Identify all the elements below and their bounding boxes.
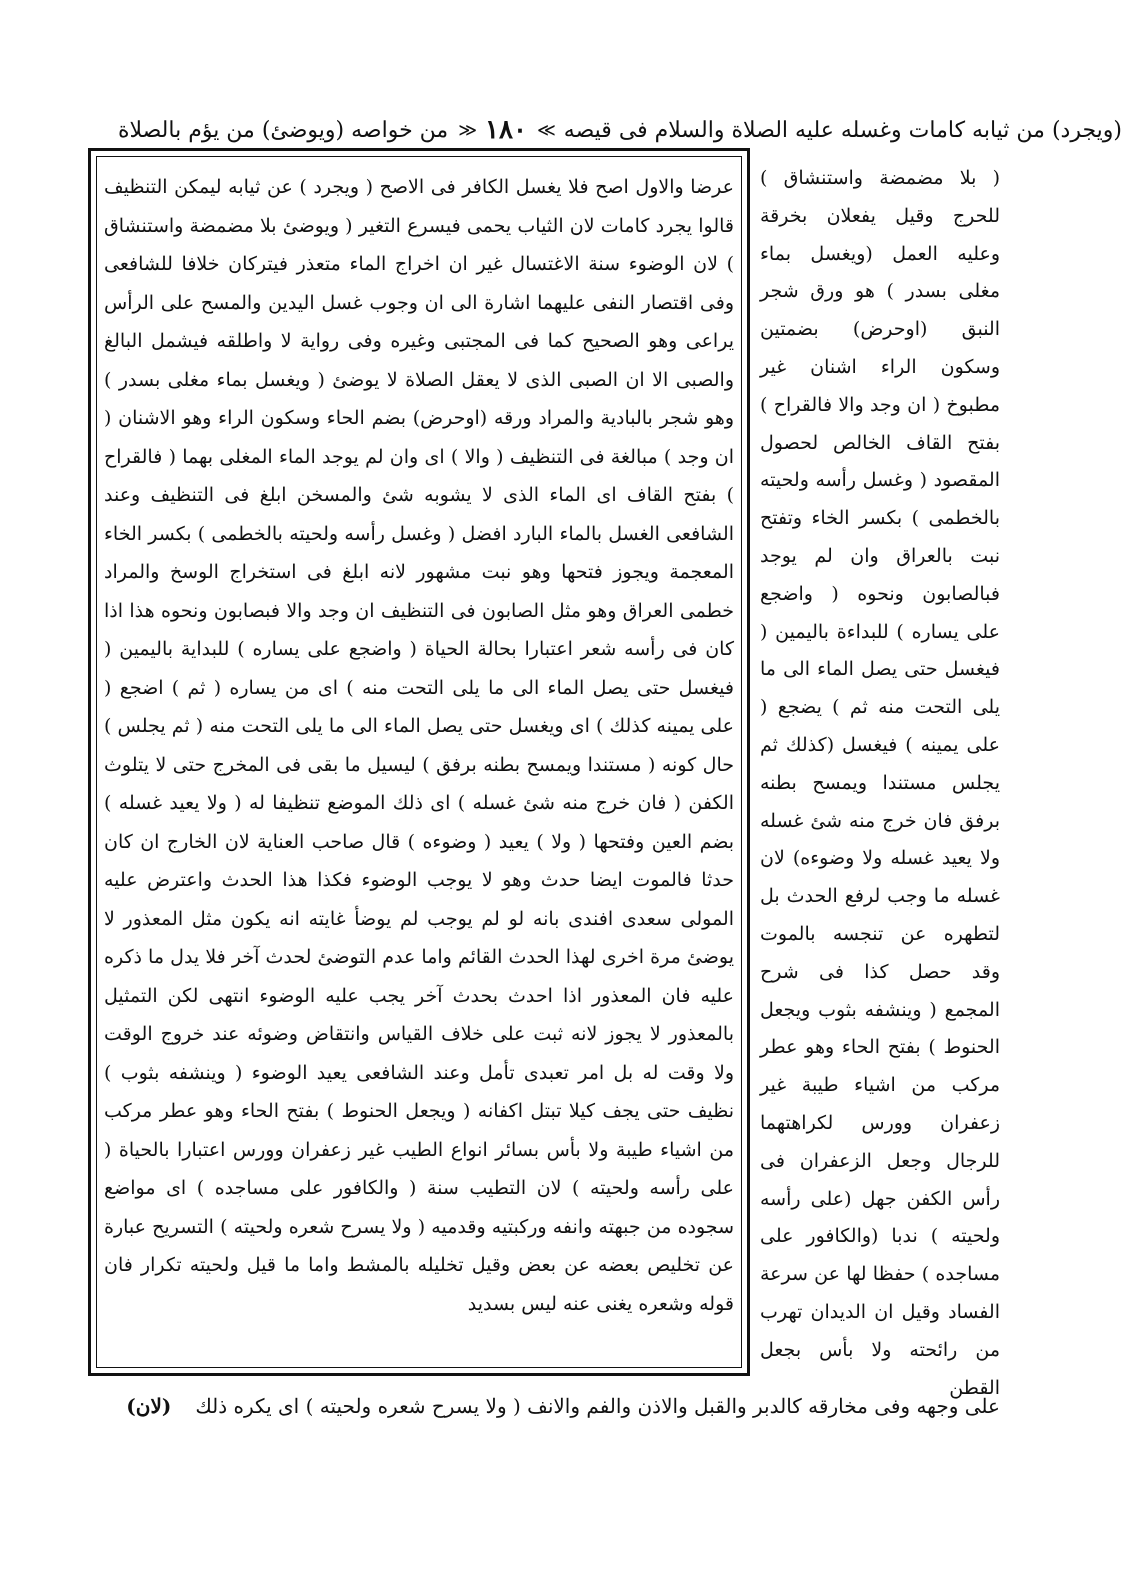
footer-line xyxy=(100,1386,1000,1426)
footer-text: على وجهه وفى مخارقه كالدبر والقبل والاذن والفم والانف ( ولا يسرح شعره ولحيته ) اى يكره ذلك xyxy=(195,1394,1000,1418)
matn-text-column xyxy=(760,160,1000,1399)
ornament-left-icon: ≫ xyxy=(536,119,554,141)
header-left-text: من خواصه (ويوضئ) من يؤم بالصلاة xyxy=(117,117,449,143)
running-header xyxy=(82,110,1122,150)
ornament-right-icon: ≪ xyxy=(458,119,476,141)
matn-paragraph: ( بلا مضمضة واستنشاق ) للحرج وقيل يفعلان بخرقة وعليه العمل (ويغسل بماء مغلى بسدر ) هو ورق شجر النبق (اوحرض) بضمتين وسكون الراء اشنان غير مطبوخ ( ان وجد والا فالقراح ) بفتح القاف الخالص لحصول المقصود ( وغسل رأسه ولحيته بالخطمى ) بكسر الخاء وتفتح نبت بالعراق وان لم يوجد فبالصابون ونحوه ( واضجع على يساره ) للبداءة باليمين ( فيغسل حتى يصل الماء الى ما يلى التحت منه ثم ) يضجع ( على يمينه ) فيغسل (كذلك ثم يجلس مستندا ويمسح بطنه برفق فان خرج منه شئ غسله ولا يعيد غسله ولا وضوءه) لان غسله ما وجب لرفع الحدث بل لتطهره عن تنجسه بالموت وقد حصل كذا فى شرح المجمع ( وينشفه بثوب ويجعل الحنوط ) بفتح الحاء وهو عطر مركب من اشياء طيبة غير زعفران وورس لكراهتهما للرجال وجعل الزعفران فى رأس الكفن جهل (على رأسه ولحيته ) ندبا (والكافور على مساجده ) حفظا لها عن سرعة الفساد وقيل ان الديدان تهرب من رائحته ولا بأس بجعل القطن xyxy=(760,167,1000,1399)
page-number: ١٨٠ xyxy=(485,115,527,145)
catchword: (لان) xyxy=(126,1394,172,1418)
commentary-text-block xyxy=(104,168,734,1364)
commentary-paragraph: عرضا والاول اصح فلا يغسل الكافر فى الاصح ( ويجرد ) عن ثيابه ليمكن التنظيف قالوا يجرد كامات لان الثياب يحمى فيسرع التغير ( ويوضئ بلا مضمضة واستنشاق ) لان الوضوء سنة الاغتسال غير ان اخراج الماء متعذر فيتركان خلافا للشافعى وفى اقتصار النفى عليهما اشارة الى ان وجوب غسل اليدين والمسح على الرأس يراعى وهو الصحيح كما فى المجتبى وغيره وفى رواية لا واطلقه فيشمل البالغ والصبى الا ان الصبى الذى لا يعقل الصلاة لا يوضئ ( ويغسل بماء مغلى بسدر ) وهو شجر بالبادية والمراد ورقه (اوحرض) بضم الحاء وسكون الراء وهو الاشنان ( ان وجد ) مبالغة فى التنظيف ( والا ) اى وان لم يوجد الماء المغلى بهما ( فالقراح ) بفتح القاف اى الماء الذى لا يشوبه شئ والمسخن ابلغ فى التنظيف وعند الشافعى الغسل بالماء البارد افضل ( وغسل رأسه ولحيته بالخطمى ) بكسر الخاء المعجمة ويجوز فتحها وهو نبت مشهور لانه ابلغ فى استخراج الوسخ والمراد خطمى العراق وهو مثل الصابون فى التنظيف ان وجد والا فبصابون ونحوه هذا اذا كان فى رأسه شعر اعتبارا بحالة الحياة ( واضجع على يساره ) للبداية باليمين ( فيغسل حتى يصل الماء الى ما يلى التحت منه ) اى من يساره ( ثم ) اضجع ( على يمينه كذلك ) اى ويغسل حتى يصل الماء الى ما يلى التحت منه ( ثم يجلس ) حال كونه ( مستندا ويمسح بطنه برفق ) ليسيل ما بقى فى المخرج حتى لا يتلوث الكفن ( فان خرج منه شئ غسله ) اى ذلك الموضع تنظيفا له ( ولا يعيد غسله ) بضم العين وفتحها ( ولا ) يعيد ( وضوءه ) قال صاحب العناية لان الخارج ان كان حدثا فالموت ايضا حدث وهو لا يوجب الوضوء فكذا هذا الحدث واعترض عليه المولى سعدى افندى بانه لو لم يوجب لم يوضأ غايته انه يكون مثل المعذور لا يوضئ مرة اخرى لهذا الحدث القائم واما عدم التوضئ لحدث آخر فلا يدل ما ذكره عليه فان المعذور اذا احدث بحدث آخر يجب عليه الوضوء انتهى لكن التمثيل بالمعذور لا يجوز لانه ثبت على خلاف القياس وانتقاض وضوئه عند خروج الوقت ولا وقت له بل امر تعبدى تأمل وعند الشافعى يعيد الوضوء ( وينشفه بثوب ) نظيف حتى يجف كيلا تبتل اكفانه ( ويجعل الحنوط ) بفتح الحاء وهو عطر مركب من اشياء طيبة ولا بأس بسائر انواع الطيب غير زعفران وورس اعتبارا بالحياة ( على رأسه ولحيته ) لان التطيب سنة ( والكافور على مساجده ) اى مواضع سجوده من جبهته وانفه وركبتيه وقدميه ( ولا يسرح شعره ولحيته ) التسريح عبارة عن تخليص بعضه عن بعض وقيل تخليله بالمشط واما ما قيل ولحيته تكرار فان قوله وشعره يغنى عنه ليس بسديد xyxy=(104,176,734,1315)
header-right-text: (ويجرد) من ثيابه كامات وغسله عليه الصلاة والسلام فى قيصه xyxy=(563,117,1122,143)
